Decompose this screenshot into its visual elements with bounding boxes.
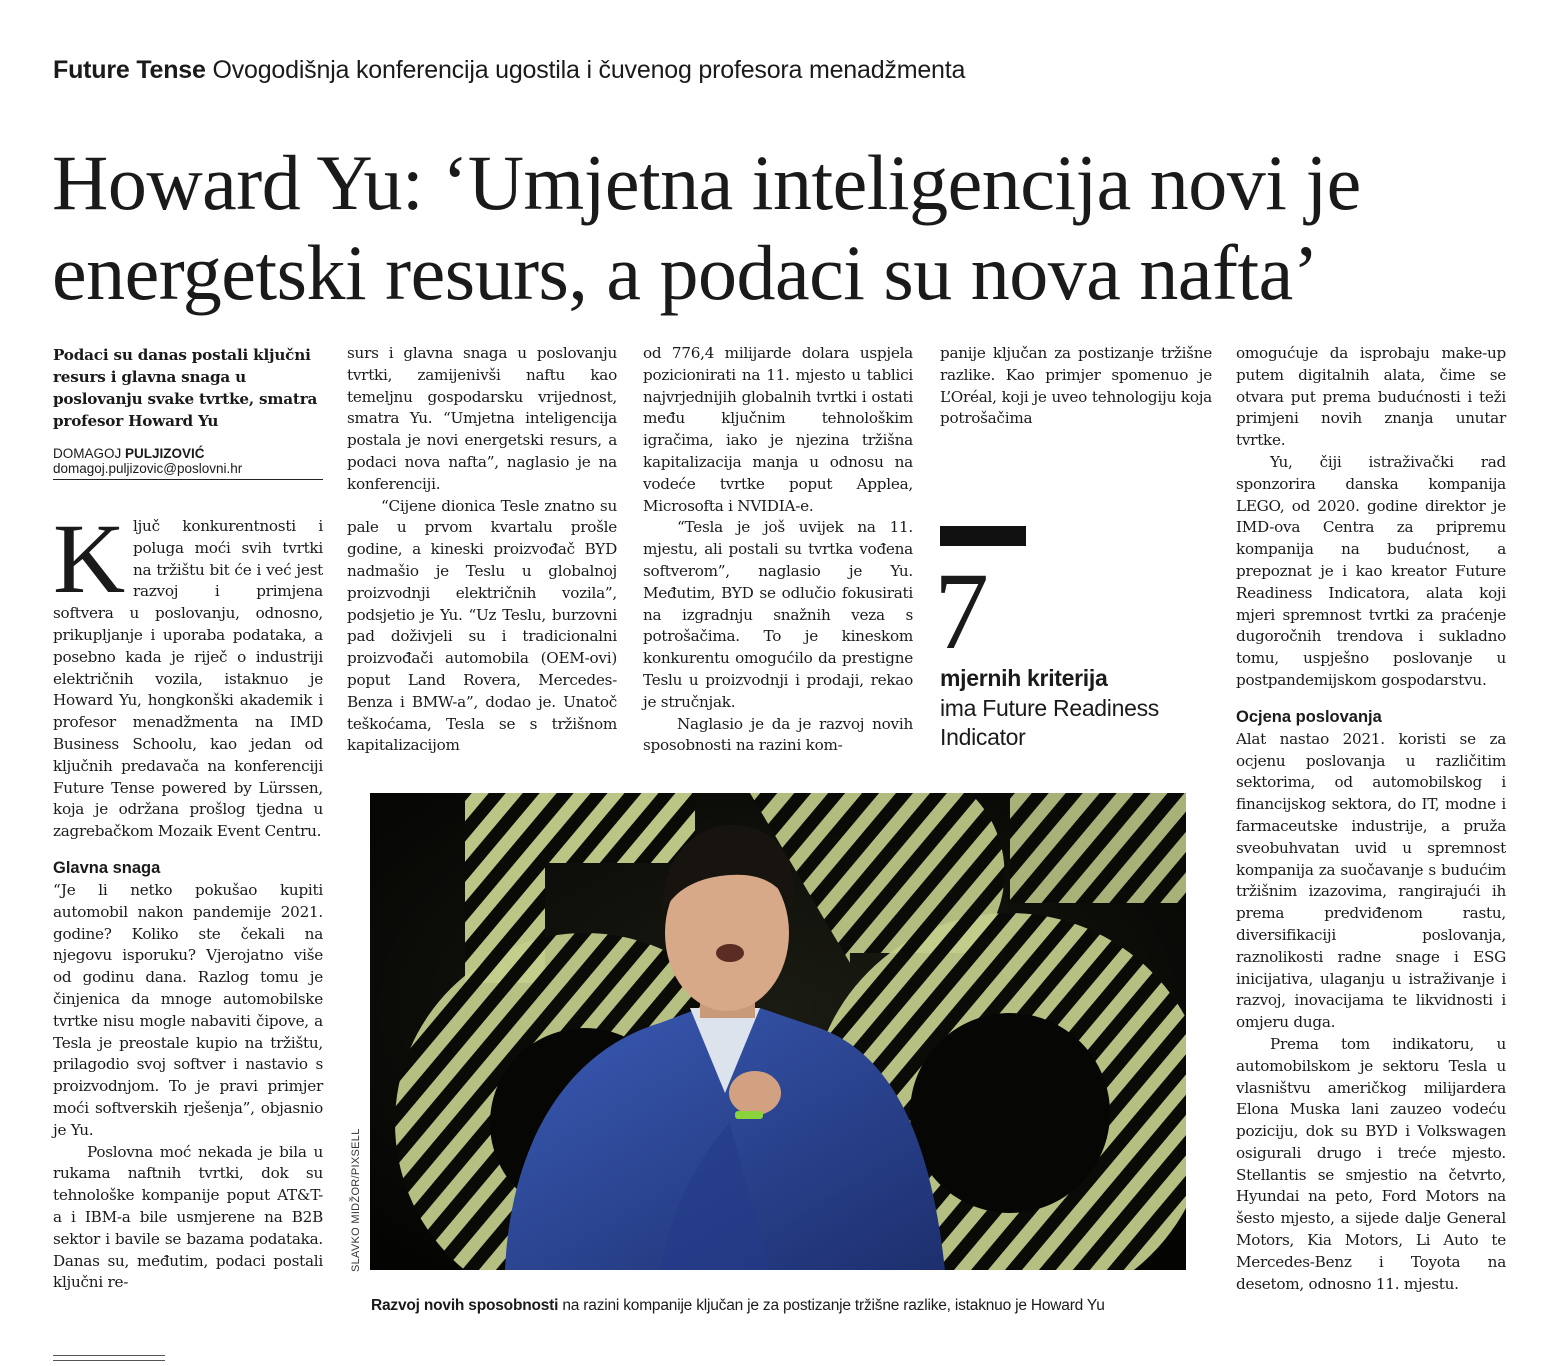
article-headline: Howard Yu: ‘Umjetna inteligencija novi je energetski resurs, a podaci su nova nafta’: [52, 139, 1361, 316]
paragraph: Poslovna moć nekada je bila u rukama naftnih tvrtki, dok su tehnološke kompanije poput AT&T-a i IBM-a bile usmjerene na B2B sektor i bavile se bazama podataka. Danas su, međutim, podaci postali ključni re-: [53, 1142, 323, 1292]
paragraph: panije ključan za postizanje tržišne razlike. Kao primjer spomenuo je L’Oréal, koji je uveo tehnologiju koja potrošačima: [940, 344, 1212, 428]
paragraph: “Je li netko pokušao kupiti automobil nakon pandemije 2021. godine? Koliko ste čekali na njegovu isporuku? Vjerojatno više od godinu dana. Razlog tomu je činjenica da mnoge automobilske tvrtke nisu mogle nabaviti čipove, a Tesla je preostale kupio na tržištu, prilagodio svoj softver i nastavio s proizvodnjom. To je pravi primjer moći softverskih rješenja”, objasnio je Yu.: [53, 880, 323, 1139]
factbox-label: mjernih kriterija: [940, 665, 1108, 691]
caption-lead: Razvoj novih sposobnosti: [371, 1297, 559, 1314]
article-column-4: [940, 343, 1212, 430]
drop-cap: K: [53, 503, 125, 614]
paragraph: “Cijene dionica Tesle znatno su pale u prvom kvartalu prošle godine, a kineski proizvođač BYD nadmašio je Teslu u globalnoj proizvodnji električnih vozila”, podsjetio je Yu. “Uz Teslu, burzovni pad doživjeli su i tradicionalni proizvođači automobila (OEM-ovi) poput Land Rovera, Mercedes-Benza i BMW-a”, dodao je. Unatoč teškoćama, Tesla se s tržišnom kapitalizacijom: [347, 496, 617, 755]
paragraph: surs i glavna snaga u poslovanju tvrtki, zamijenivši naftu kao temeljnu gospodarsku vrijednost, smatra Yu. “Umjetna inteligencija postala je novi energetski resurs, a podaci nova nafta”, naglasio je na konferenciji.: [347, 344, 617, 493]
photo-caption: [371, 1297, 1105, 1315]
factbox-description: ima Future Readiness Indicator: [940, 695, 1159, 750]
article-deck: Podaci su danas postali ključni resurs i glavna snaga u poslovanju svake tvrtke, smatra profesor Howard Yu: [53, 346, 318, 430]
speaker-photo-illustration: [370, 793, 1186, 1270]
paragraph: Naglasio je da je razvoj novih sposobnosti na razini kom-: [643, 714, 913, 755]
factbox-bar: [940, 526, 1026, 546]
article-column-2: [347, 343, 617, 757]
kicker-brand: Future Tense: [53, 56, 206, 84]
footer-rule: [53, 1355, 165, 1361]
author-surname: PULJIZOVIĆ: [125, 446, 205, 461]
article-column-5: [1236, 343, 1506, 1295]
subheading-ocjena-poslovanja: Ocjena poslovanja: [1236, 707, 1382, 726]
article-column-3: [643, 343, 913, 757]
article-column-1: [53, 503, 323, 1294]
section-kicker: [53, 56, 965, 85]
paragraph: Yu, čiji istraživački rad sponzorira danska kompanija LEGO, od 2020. godine direktor je IMD-ova Centra za pripremu kompanija na budućnost, a prepoznat je i kao kreator Future Readiness Indicatora, alata koji mjeri spremnost tvrtki za praćenje dugoročnih trendova i sukladno tomu, uspješno poslovanje u postpandemijskom gospodarstvu.: [1236, 452, 1506, 689]
subheading-glavna-snaga: Glavna snaga: [53, 858, 161, 877]
author-email[interactable]: domagoj.puljizovic@poslovni.hr: [53, 461, 243, 476]
factbox-number: 7: [934, 550, 989, 672]
paragraph: omogućuje da isprobaju make-up putem digitalnih alata, čime se otvara put prema budućnosti i teži primjeni novih znanja unutar tvrtke.: [1236, 344, 1506, 450]
paragraph: od 776,4 milijarde dolara uspjela pozicionirati na 11. mjesto u tablici najvrjednijih globalnih tvrtki i ostati među ključnim tehnološkim igračima, iako je njezina tržišna kapitalizacija manja u odnosu na vodeće tvrtke poput Applea, Microsofta i NVIDIA-e.: [643, 344, 913, 515]
kicker-text: Ovogodišnja konferencija ugostila i čuvenog profesora menadžmenta: [212, 56, 966, 84]
article-photo: [370, 793, 1186, 1270]
paragraph: Alat nastao 2021. koristi se za ocjenu poslovanja u različitim sektorima, od automobilskog i financijskog sektora, do IT, modne i farmaceutske industrije, a pruža sveobuhvatan uvid u spremnost kompanija za suočavanje s budućim tržišnim izazovima, rangirajući ih prema predviđenom rastu, diversifikaciji poslovanja, raznolikosti radne snage i ESG inicijativa, ulaganju u istraživanje i razvoj, inovacijama te likvidnosti i omjeru duga.: [1236, 729, 1506, 1032]
paragraph: ljuč konkurentnosti i poluga moći svih tvrtki na tržištu bit će i već jest razvoj i primjena softvera u poslovanju, odnosno, prikupljanje i uporaba podataka, a posebno kada je riječ o industriji električnih vozila, istaknuo je Howard Yu, hongkonški akademik i profesor menadžmenta na IMD Business Schoolu, kao jedan od ključnih predavača na konferenciji Future Tense powered by Lürssen, koja je održana prošlog tjedna u zagrebačkom Mozaik Event Centru.: [53, 517, 323, 841]
author-first-name: DOMAGOJ: [53, 446, 122, 461]
photo-credit: SLAVKO MIDŽOR/PIXSELL: [350, 1128, 362, 1272]
paragraph: Prema tom indikatoru, u automobilskom je sektoru Tesla u vlasništvu američkog milijardera Elona Muska lani zauzeo vodeću poziciju, dok su BYD i Volkswagen osigurali drugo i treće mjesto. Stellantis se smjestio na četvrto, Hyundai na peto, Ford Motors na šesto mjesto, a sijede dalje General Motors, Kia Motors, Li Auto te Mercedes-Benz i Toyota na desetom, odnosno 11. mjestu.: [1236, 1034, 1506, 1293]
byline: [53, 446, 323, 480]
caption-text: na razini kompanije ključan je za postizanje tržišne razlike, istaknuo je Howard Yu: [562, 1297, 1105, 1314]
paragraph: “Tesla je još uvijek na 11. mjestu, ali postali su tvrtka vođena softverom”, naglasio je Yu. Međutim, BYD se odlučio fokusirati na izgradnju snažnih veza s potrošačima. To je kineskom konkurentu omogućilo da prestigne Teslu u proizvodnji i prodaji, rekao je stručnjak.: [643, 518, 913, 711]
